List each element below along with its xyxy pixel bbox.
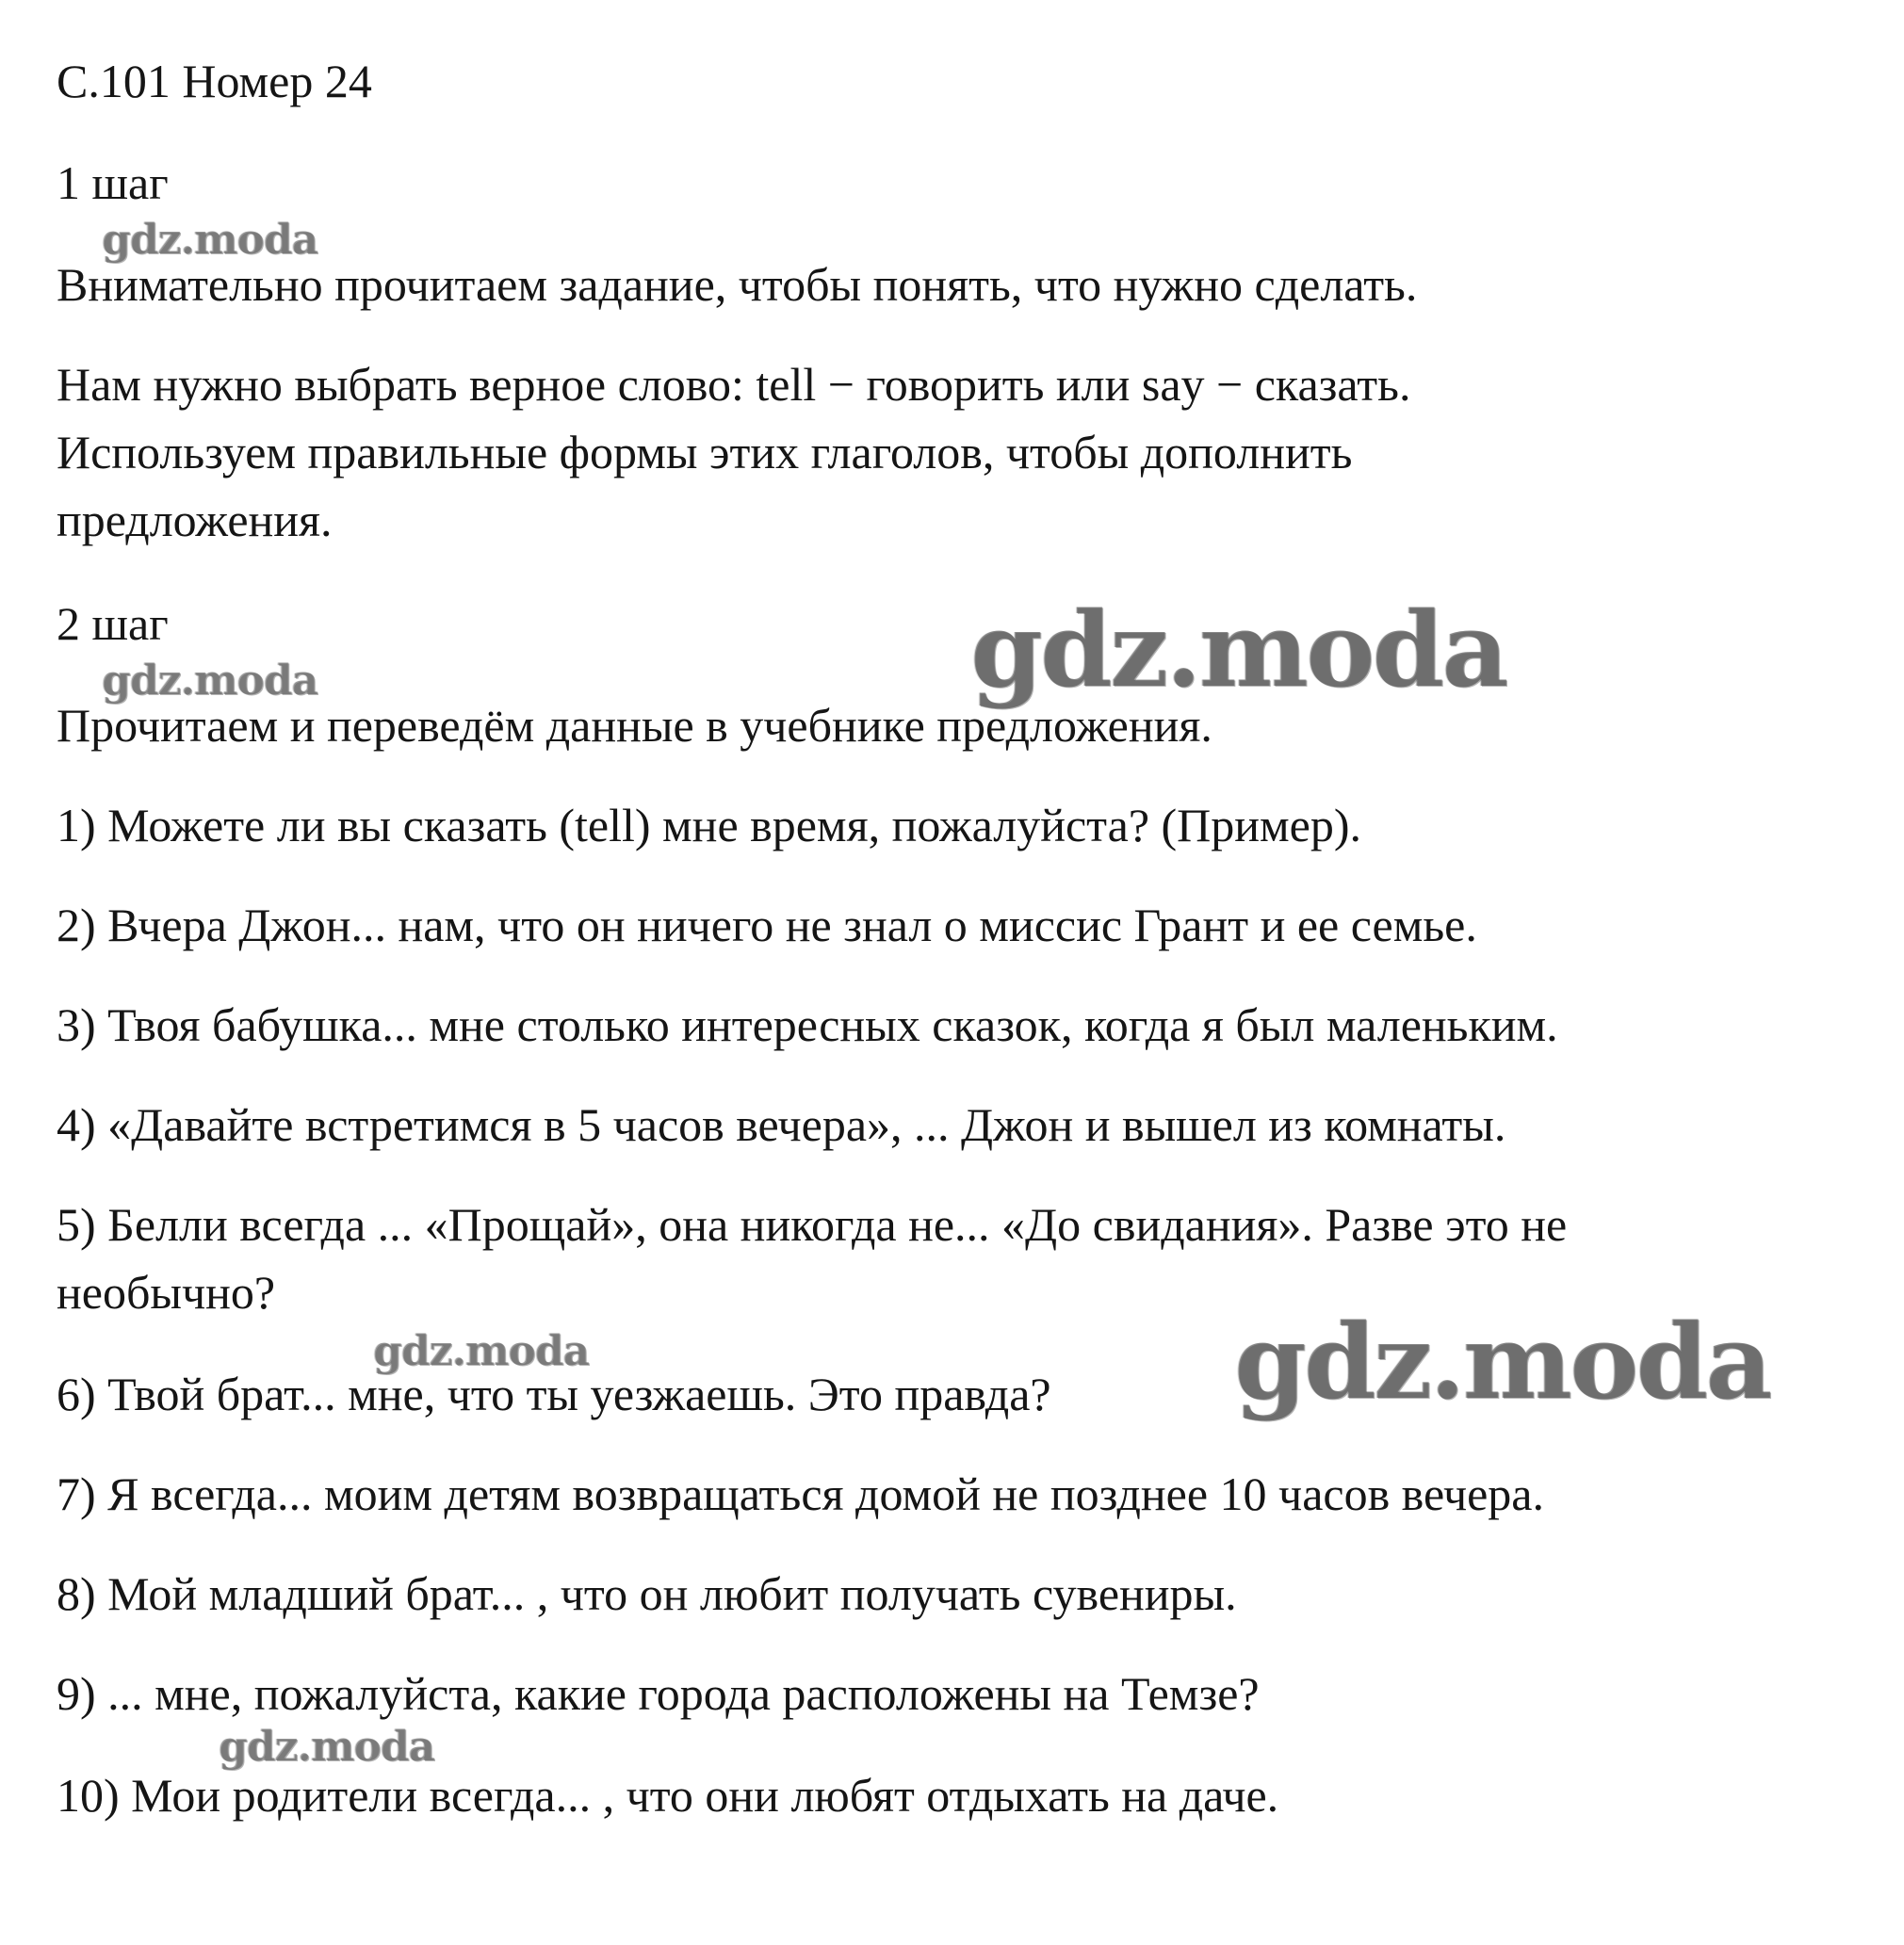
step-2-intro: Прочитаем и переведём данные в учебнике предложения.	[57, 699, 1212, 752]
watermark-6: gdz.moda	[219, 1723, 435, 1771]
page-title: С.101 Номер 24	[57, 55, 372, 107]
sentence-5-line-1: 5) Белли всегда ... «Прощай», она никогда не... «До свидания». Разве это не	[57, 1198, 1568, 1251]
step-1-label: 1 шаг	[57, 156, 169, 209]
watermark-1: gdz.moda	[102, 216, 318, 264]
sentence-9: 9) ... мне, пожалуйста, какие города расположены на Темзе?	[57, 1667, 1260, 1720]
sentence-6: 6) Твой брат... мне, что ты уезжаешь. Это правда?	[57, 1368, 1051, 1420]
sentence-3: 3) Твоя бабушка... мне столько интересных сказок, когда я был маленьким.	[57, 998, 1558, 1051]
step-1-text-line-3: Используем правильные формы этих глаголов, чтобы дополнить	[57, 426, 1353, 478]
sentence-8: 8) Мой младший брат... , что он любит получать сувениры.	[57, 1567, 1237, 1620]
watermark-3: gdz.moda	[970, 589, 1506, 710]
sentence-5-line-2: необычно?	[57, 1266, 276, 1319]
watermark-2: gdz.moda	[102, 656, 318, 705]
sentence-10: 10) Мои родители всегда... , что они любят отдыхать на даче.	[57, 1769, 1279, 1822]
sentence-4: 4) «Давайте встретимся в 5 часов вечера», ... Джон и вышел из комнаты.	[57, 1098, 1506, 1151]
watermark-4: gdz.moda	[373, 1327, 590, 1375]
step-2-label: 2 шаг	[57, 597, 169, 650]
step-1-text-line-1: Внимательно прочитаем задание, чтобы понять, что нужно сделать.	[57, 258, 1418, 311]
sentence-2: 2) Вчера Джон... нам, что он ничего не знал о миссис Грант и ее семье.	[57, 899, 1477, 951]
step-1-text-line-2: Нам нужно выбрать верное слово: tell − говорить или say − сказать.	[57, 358, 1411, 411]
step-1-text-line-4: предложения.	[57, 494, 333, 546]
sentence-1: 1) Можете ли вы сказать (tell) мне время, пожалуйста? (Пример).	[57, 799, 1362, 851]
sentence-7: 7) Я всегда... моим детям возвращаться домой не позднее 10 часов вечера.	[57, 1467, 1544, 1520]
watermark-5: gdz.moda	[1234, 1301, 1770, 1422]
